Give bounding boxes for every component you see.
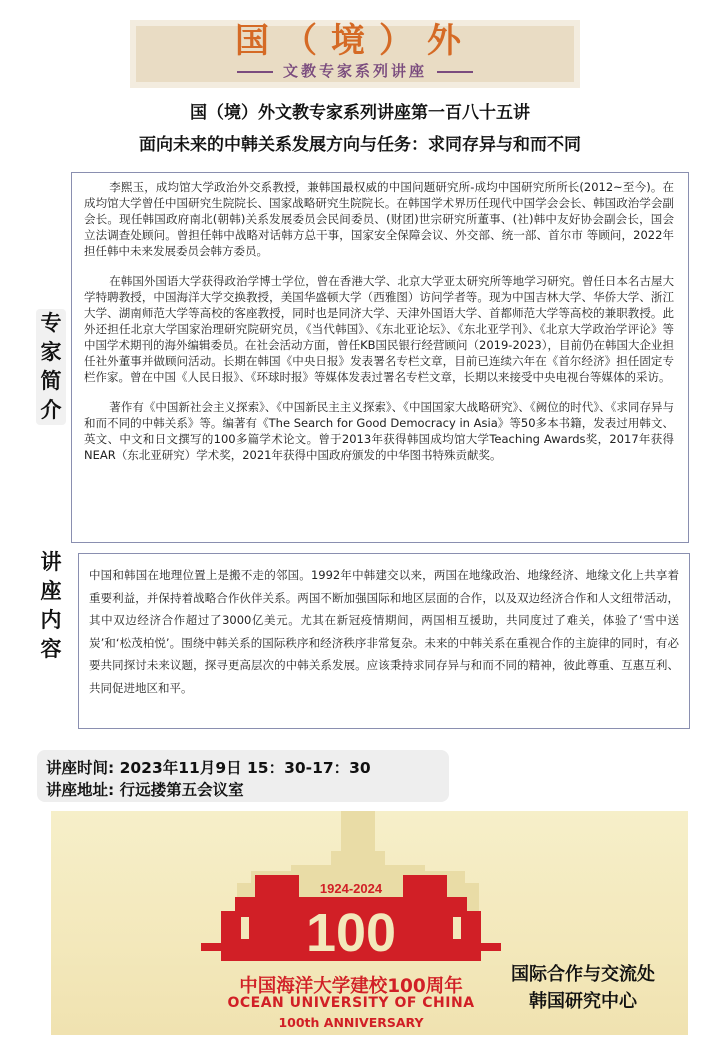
intro-paragraph: 著作有《中国新社会主义探索》、《中国新民主主义探索》、《中国国家大战略研究》、《阙位的时代》、《求同存异与和而不同的中韩关系》等。编著有《The Search for Good Democracy in Asia》等50多本书籍，发表过用韩文、英文、中文和日文撰写的100多篇学术论文。曾于2013年获得韩国成均馆大学Teaching Awards奖，2017年获得NEAR（东北亚研究）学术奖，2021年获得中国政府颁发的中华图书特殊贡献奖。: [84, 400, 674, 462]
organizer-center: 韩国研究中心: [529, 991, 637, 1012]
lecture-time-value: 2023年11月9日 15：30-17：30: [119, 759, 371, 777]
lecture-topic-title: 面向未来的中韩关系发展方向与任务：求同存异与和而不同: [139, 135, 581, 155]
intro-paragraph: 在韩国外国语大学获得政治学博士学位，曾在香港大学、北京大学亚太研究所等地学习研究。曾任日本名古屋大学特聘教授，中国海洋大学交换教授，美国华盛顿大学（西雅图）访问学者等。现为中国吉林大学、华侨大学、浙江大学、湖南师范大学等高校的客座教授，同时也是同济大学、天津外国语大学、首都师范大学等高校的兼职教授。此外还担任北京大学国家治理研究院研究员，《当代韩国》、《东北亚论坛》、《东北亚学刊》、《北京大学政治学评论》等中国学术期刊的海外编辑委员。在社会活动方面，曾任KB国民银行经营顾问（2019-2023），目前仍在韩国大企业担任社外董事并做顾问活动。长期在韩国《中央日报》发表署名专栏文章，目前已连续六年在《首尔经济》担任固定专栏作家。曾在中国《人民日报》、《环球时报》等媒体发表过署名专栏文章，长期以来接受中央电视台等媒体的采访。: [84, 274, 674, 384]
banner-subtitle: 文教专家系列讲座: [130, 60, 580, 81]
university-name-cn: 中国海洋大学建校100周年: [239, 976, 463, 997]
label-char: 座: [40, 579, 62, 603]
anniversary-panel: [51, 811, 688, 1035]
series-banner: [130, 20, 580, 88]
lecture-time: [46, 756, 371, 778]
anniversary-years: 1924-2024: [319, 881, 383, 896]
lecture-series-title: 国（境）外文教专家系列讲座第一百八十五讲: [190, 103, 530, 123]
lecture-place-label: 讲座地址:: [46, 781, 115, 799]
organizer-office: 国际合作与交流处: [511, 964, 655, 985]
expert-intro-label: [36, 309, 66, 425]
anniversary-numeral: 100: [305, 903, 397, 963]
label-char: 简: [40, 369, 62, 393]
label-char: 讲: [40, 550, 62, 574]
banner-title: 国（境）外: [235, 21, 475, 61]
anniversary-text: 100th ANNIVERSARY: [278, 1015, 424, 1030]
label-char: 介: [40, 398, 62, 422]
lecture-content-box: [78, 553, 690, 729]
lecture-place-value: 行远搂第五会议室: [119, 781, 244, 799]
label-char: 容: [40, 637, 62, 661]
label-char: 专: [40, 311, 62, 335]
lecture-info: [37, 750, 449, 802]
lecture-content-label: [36, 548, 66, 664]
university-name-en: OCEAN UNIVERSITY OF CHINA: [227, 995, 475, 1011]
label-char: 家: [40, 340, 62, 364]
label-char: 内: [40, 608, 62, 632]
expert-intro-box: [71, 172, 689, 543]
lecture-place: [46, 778, 244, 800]
lecture-time-label: 讲座时间:: [46, 759, 115, 777]
lecture-content-text: 中国和韩国在地理位置上是搬不走的邻国。1992年中韩建交以来，两国在地缘政治、地缘经济、地缘文化上共享着重要利益，并保持着战略合作伙伴关系。两国不断加强国际和地区层面的合作，以及双边经济合作和人文纽带活动，其中双边经济合作超过了3000亿美元。尤其在新冠疫情期间，两国相互援助，共同度过了难关，体验了‘雪中送炭’和‘松茂柏悦’。围绕中韩关系的国际秩序和经济秩序非常复杂。未来的中韩关系在重视合作的主旋律的同时，有必要共同探讨未来议题，探寻更高层次的中韩关系发展。应该秉持求同存异与和而不同的精神，彼此尊重、互惠互利、共同促进地区和平。: [89, 568, 679, 695]
intro-paragraph: 李熙玉，成均馆大学政治外交系教授，兼韩国最权威的中国问题研究所-成均中国研究所所长(2012~至今)。在成均馆大学曾任中国研究生院院长、国家战略研究生院院长。在韩国学术界历任现代中国学会会长、韩国政治学会副会长。现任韩国政府南北(朝韩)关系发展委员会民间委员、(财团)世宗研究所董事、(社)韩中友好协会副会长，国会立法调查处顾问。曾担任韩中战略对话韩方总干事，国家安全保障会议、外交部、统一部、首尔市 等顾问，2022年担任韩中未来发展委员会韩方委员。: [84, 180, 674, 258]
